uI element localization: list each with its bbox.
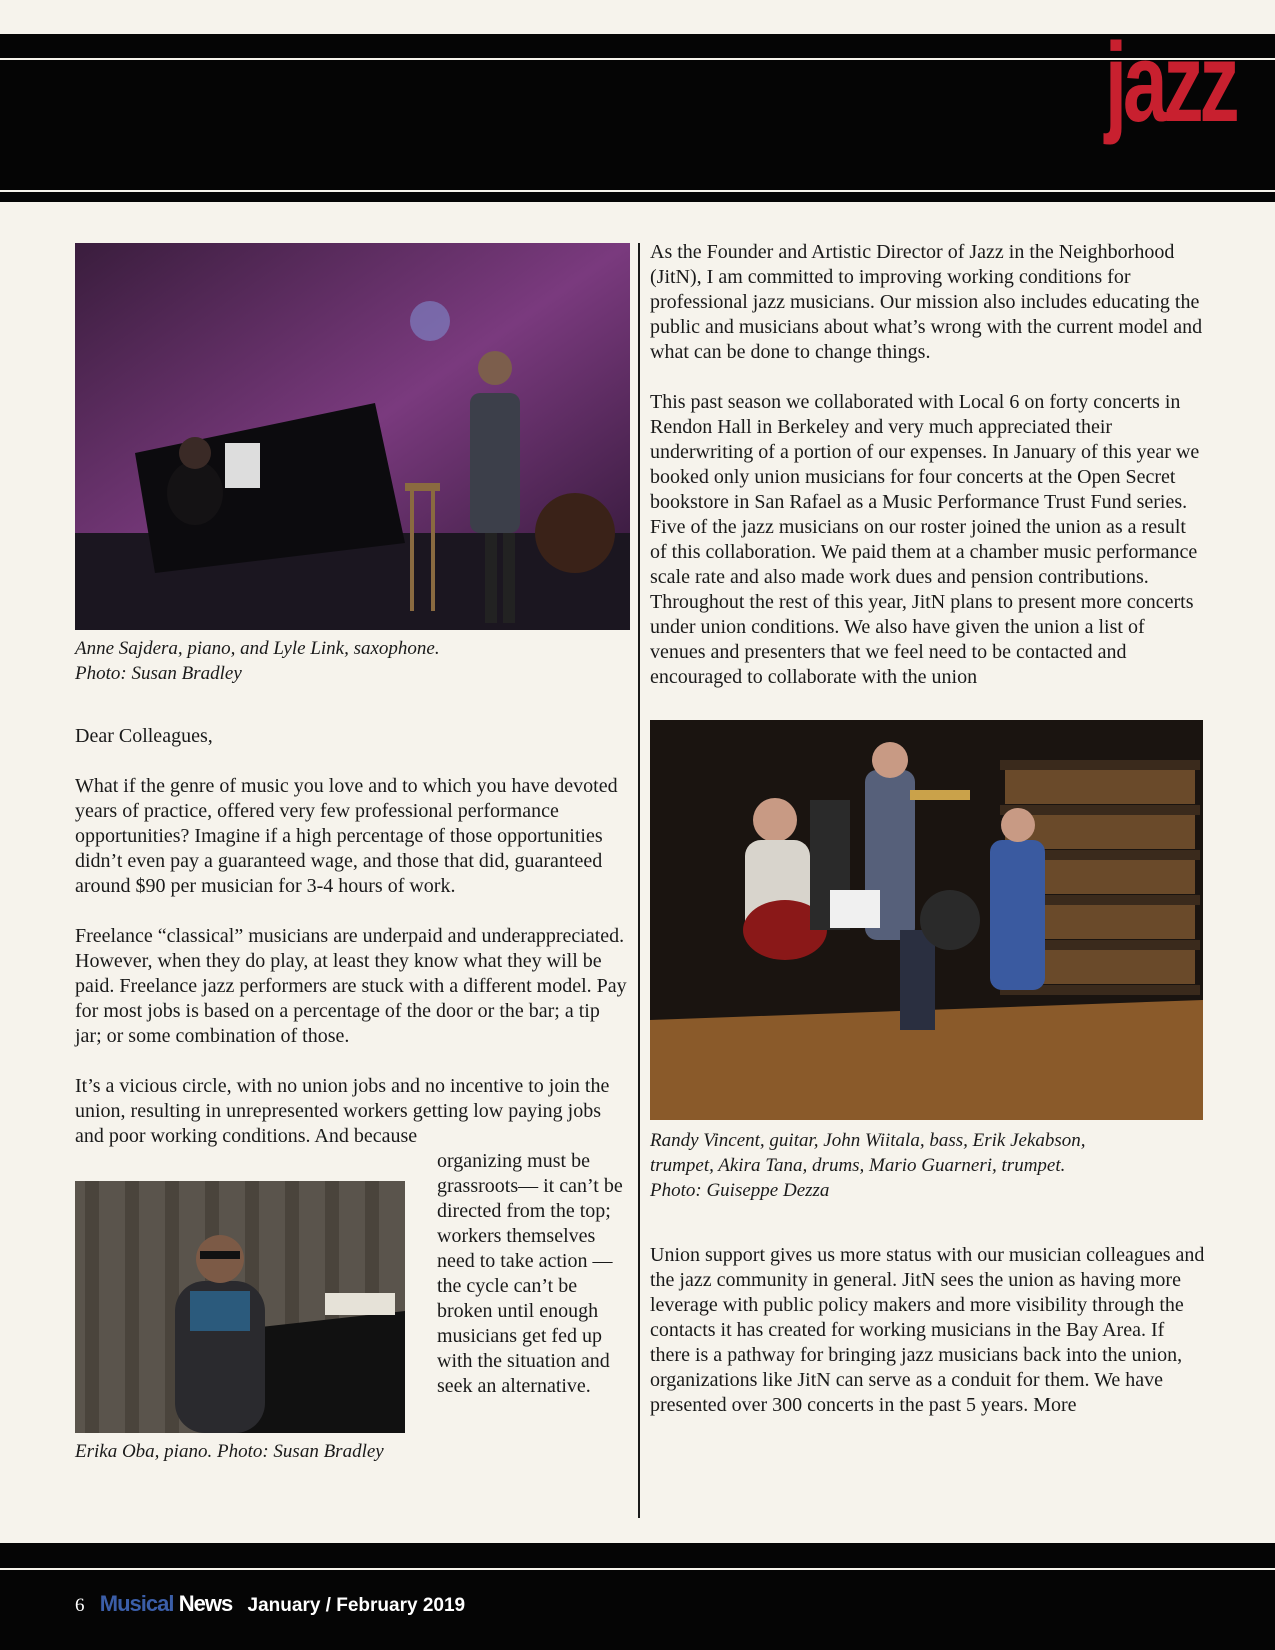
header-band — [0, 34, 1275, 202]
photo-quintet — [650, 720, 1203, 1120]
section-tag: jazz — [1104, 20, 1235, 145]
caption-credit: Photo: Guiseppe Dezza — [650, 1180, 830, 1201]
issue-date: January / February 2019 — [247, 1595, 466, 1616]
right-column — [650, 240, 1205, 1418]
photo-caption — [75, 636, 630, 686]
paragraph: What if the genre of music you love and to which you have devoted years of practice, offered very few professional performance opportunities? Imagine if a high percentage of those opportunities didn’t even pay a guaranteed wage, and those that did, guaranteed around $90 per musician for 3-4 hours of work. — [75, 775, 618, 897]
column-divider — [638, 243, 640, 1518]
photo-caption: Erika Oba, piano. Photo: Susan Bradley — [75, 1441, 384, 1462]
footer-folio — [75, 1591, 465, 1617]
header-rule-top — [0, 58, 1275, 60]
header-rule-bottom — [0, 190, 1275, 192]
brand-name-part2: News — [178, 1591, 233, 1616]
caption-line: Anne Sajdera, piano, and Lyle Link, saxophone. — [75, 638, 440, 659]
caption-credit: Photo: Susan Bradley — [75, 663, 242, 684]
left-column — [75, 243, 630, 1469]
brand-name-part1: Musical — [99, 1591, 174, 1616]
salutation: Dear Colleagues, — [75, 725, 213, 747]
photo-piano-sax — [75, 243, 630, 630]
photo-erika-oba — [75, 1181, 405, 1433]
inset-block — [75, 1149, 630, 1469]
paragraph: Union support gives us more status with our musician colleagues and the jazz community in general. JitN sees the union as having more leverage with public policy makers and more visibility through the contacts it has created for working musicians in the Bay Area. If there is a pathway for bringing jazz musicians back into the union, organizations like JitN can serve as a conduit for them. We have presented over 300 concerts in the past 5 years. More — [650, 1244, 1205, 1416]
photo-caption — [650, 1128, 1205, 1203]
paragraph: This past season we collaborated with Local 6 on forty concerts in Rendon Hall in Berkeley and very much appreciated their underwriting of a portion of our expenses. In January of this year we booked only union musicians for four concerts at the Open Secret bookstore in San Rafael as a Music Performance Trust Fund series. Five of the jazz musicians on our roster joined the union as a result of this collaboration. We paid them at a chamber music performance scale rate and also made work dues and pension contributions. Throughout the rest of this year, JitN plans to present more concerts under union conditions. We also have given the union a list of venues and presenters that we feel need to be contacted and encouraged to collaborate with the union — [650, 391, 1200, 688]
page-number: 6 — [75, 1595, 85, 1616]
caption-line: trumpet, Akira Tana, drums, Mario Guarneri, trumpet. — [650, 1155, 1066, 1176]
footer-rule — [0, 1568, 1275, 1570]
caption-line: Randy Vincent, guitar, John Wiitala, bass, Erik Jekabson, — [650, 1130, 1086, 1151]
paragraph: As the Founder and Artistic Director of Jazz in the Neighborhood (JitN), I am committed to improving working conditions for professional jazz musicians. Our mission also includes educating the public and musicians about what’s wrong with the current model and what can be done to change things. — [650, 241, 1203, 363]
footer-band — [0, 1543, 1275, 1650]
paragraph: Freelance “classical” musicians are underpaid and underappreciated. However, when they do play, at least they know what they will be paid. Freelance jazz performers are stuck with a different model. Pay for most jobs is based on a percentage of the door or the bar; a tip jar; or some combination of those. — [75, 925, 627, 1047]
paragraph-wrap: organizing must be grassroots— it can’t be directed from the top; workers themselves need to take action — the cycle can’t be broken until enough musicians get fed up with the situation and seek an alternative. — [437, 1150, 623, 1397]
paragraph: It’s a vicious circle, with no union jobs and no incentive to join the union, resulting in unrepresented workers getting low paying jobs and poor working conditions. And because — [75, 1075, 610, 1147]
